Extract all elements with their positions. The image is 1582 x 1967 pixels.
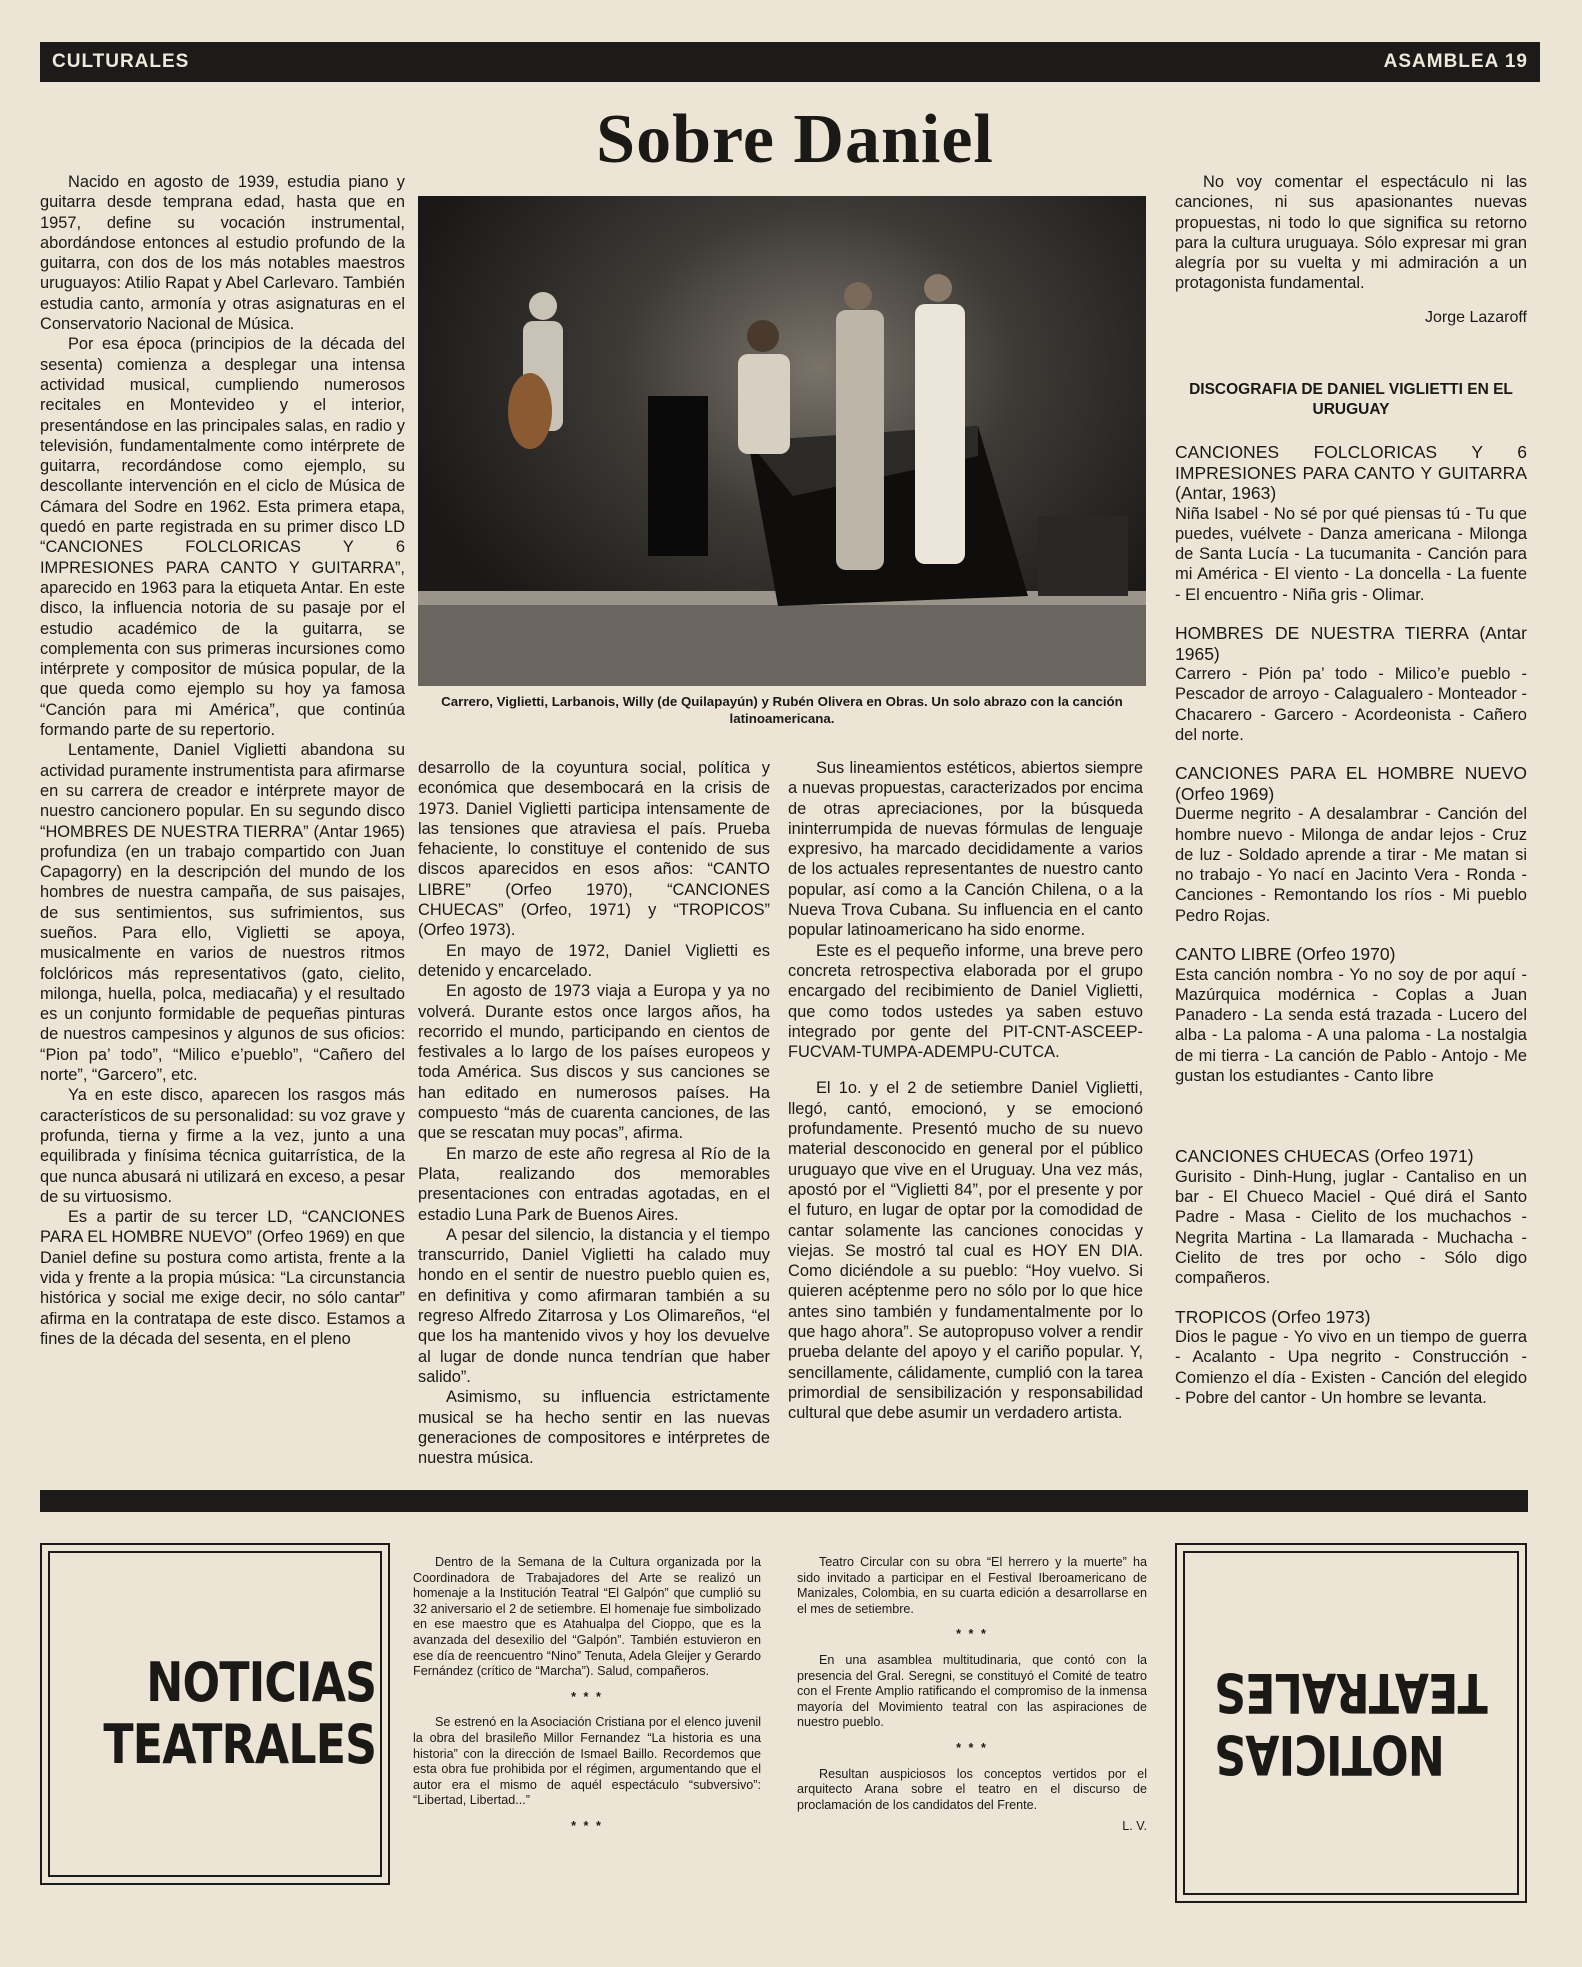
news-item: En una asamblea multitudinaria, que contó con la presencia del Gral. Seregni, se constituyó el Comité de teatro con el Frente Amplio ratificando el compromiso de la inmensa mayoría del Movimiento teatral con las aspiraciones de nuestro pueblo.	[797, 1652, 1147, 1730]
title-line: NOTICIAS	[1214, 1723, 1445, 1787]
album-2	[1175, 623, 1527, 745]
paragraph: Asimismo, su influencia estrictamente musical se ha hecho sentir en las nuevas generaciones de compositores e intérpretes de nuestra música.	[418, 1388, 770, 1468]
title-line: NOTICIAS	[146, 1650, 377, 1714]
separator: * * *	[571, 1689, 603, 1704]
paragraph: Por esa época (principios de la década del sesenta) comienza a desplegar una intensa actividad musical, cumpliendo numerosos recitales en Montevideo y el interior, presentándose en las principales salas, en radio y televisión, fundamentalmente como intérprete de guitarra, recordándose como ejemplo, su descollante intervención en el ciclo de Música de Cámara del Sodre en 1962. Esta primera etapa, quedó en parte registrada en su primer disco LD “CANCIONES FOLCLORICAS Y 6 IMPRESIONES PARA CANTO Y GUITARRA”, aparecido en 1963 para la etiqueta Antar. En este disco, la influencia notoria de su pasaje por el estudio académico de la guitarra, se complementa con sus primeras incursiones como intérprete y compositor de música popular, de la que queda como ejemplo su hoy ya famosa “Canción para mi América”, que continúa formando parte de su repertorio.	[40, 335, 405, 740]
section-label: CULTURALES	[52, 51, 190, 72]
section-divider	[40, 1490, 1528, 1512]
article-column-2	[418, 758, 770, 1468]
noticias-box-left	[40, 1543, 390, 1885]
noticias-title-inverted	[1215, 1661, 1488, 1785]
album-title: HOMBRES DE NUESTRA TIERRA (Antar 1965)	[1175, 623, 1527, 664]
album-tracks: Dios le pague - Yo vivo en un tiempo de guerra - Acalanto - Upa negrito - Construcción - Comienzo el día - Existen - Canción del elegido - Pobre del cantor - Un hombre se levanta.	[1175, 1328, 1527, 1407]
paragraph: Lentamente, Daniel Viglietti abandona su actividad puramente instrumentista para afirmarse en su carrera de creador e intérprete mayor de nuestro cancionero popular. En su segundo disco “HOMBRES DE NUESTRA TIERRA” (Antar 1965) profundiza (en un trabajo compartido con Juan Capagorry) en la descripción del mundo de los hombres de nuestra campaña, de sus paisajes, de sus sentimientos, sus sufrimientos, sus sueños. Para ello, Viglietti se apoya, musicalmente en varios de nuestros ritmos folclóricos más representativos (gato, cielito, milonga, huella, polca, mediacaña) y el resultado es un conjunto formidable de pequeñas pinturas de nuestros campesinos y algunos de sus oficios: “Pion pa’ todo”, “Milico e’pueblo”, “Cañero del norte”, “Garcero”, etc.	[40, 741, 405, 1085]
article-title: Sobre Daniel	[596, 101, 994, 178]
title-line: TEATRALES	[1214, 1661, 1488, 1724]
album-title: TROPICOS (Orfeo 1973)	[1175, 1306, 1371, 1327]
paragraph: En marzo de este año regresa al Río de la Plata, realizando dos memorables presentaciones con entradas agotadas, en el estadio Luna Park de Buenos Aires.	[418, 1144, 770, 1224]
title-line: TEATRALES	[103, 1713, 377, 1776]
separator: * * *	[571, 1818, 603, 1833]
album-title: CANTO LIBRE (Orfeo 1970)	[1175, 944, 1396, 965]
album-1	[1175, 442, 1527, 605]
news-item: Teatro Circular con su obra “El herrero y la muerte” ha sido invitado a participar en el Festival Iberoamericano de Manizales, Colombia, en su cuarta edición a desarrollarse en el mes de setiembre.	[797, 1555, 1147, 1616]
noticias-column-right	[797, 1555, 1147, 1835]
page-number: ASAMBLEA 19	[1383, 51, 1528, 72]
album-4	[1175, 944, 1527, 1086]
paragraph: desarrollo de la coyuntura social, política y económica que desembocará en la crisis de 1973. Daniel Viglietti participa intensamente de las tensiones que atraviesa el país. Prueba fehaciente, lo constituye el contenido de sus discos aparecidos en esos años: “CANTO LIBRE” (Orfeo 1970), “CANCIONES CHUECAS” (Orfeo, 1971) y “TROPICOS” (Orfeo 1973).	[418, 759, 770, 940]
album-tracks: Esta canción nombra - Yo no soy de por aquí - Mazúrquica modérnica - Coplas a Juan Panadero - La senda está trazada - Lucero del alba - La paloma - A una paloma - La nostalgia de mi tierra - La canción de Pablo - Antojo - Me gustan los estudiantes - Canto libre	[1175, 965, 1527, 1086]
paragraph: Este es el pequeño informe, una breve pero concreta retrospectiva elaborada por el grupo encargado del recibimiento de Daniel Viglietti, que como todos ustedes ya saben estuvo integrado por gente del PIT-CNT-ASCEEP-FUCVAM-TUMPA-ADEMPU-CUTCA.	[788, 941, 1143, 1062]
article-column-1	[40, 172, 405, 1349]
paragraph: Es a partir de su tercer LD, “CANCIONES PARA EL HOMBRE NUEVO” (Orfeo 1969) en que Daniel define su postura como artista, frente a la vida y frente a la propia música: “La circunstancia histórica y social me exige decir, no sólo cantar” afirma en la contratapa de este disco. Estamos a fines de la década del sesenta, en el pleno	[40, 1208, 405, 1348]
album-title: CANCIONES FOLCLORICAS Y 6 IMPRESIONES PARA CANTO Y GUITARRA (Antar, 1963)	[1175, 442, 1527, 504]
noticias-title	[104, 1652, 388, 1776]
noticias-box-right	[1175, 1543, 1527, 1903]
paragraph: En mayo de 1972, Daniel Viglietti es detenido y encarcelado.	[418, 941, 770, 980]
noticias-column-left	[413, 1555, 761, 1845]
paragraph: Ya en este disco, aparecen los rasgos más característicos de su personalidad: su voz grave y profunda, tierna y firme a la vez, junto a una equilibrada y finísima técnica guitarrística, de la que nunca abusará ni utilizará en exceso, a pesar de su virtuosismo.	[40, 1086, 405, 1206]
album-title: CANCIONES CHUECAS (Orfeo 1971)	[1175, 1146, 1474, 1167]
album-tracks: Carrero - Pión pa’ todo - Milico’e pueblo - Pescador de arroyo - Calagualero - Monteador - Chacarero - Garcero - Acordeonista - Cañero del norte.	[1175, 665, 1527, 744]
lazaroff-comment: No voy comentar el espectáculo ni las canciones, ni sus apasionantes nuevas propuestas, ni todo lo que significa su retorno para la cultura uruguaya. Sólo expresar mi gran alegría por su vuelta y mi admiración a un protagonista fundamental.	[1175, 173, 1527, 293]
album-tracks: Niña Isabel - No sé por qué piensas tú - Tu que puedes, vuélvete - Danza americana - Milonga de Santa Lucía - La tucumanita - Canción para mi América - El viento - La doncella - La fuente - El encuentro - Niña gris - Olimar.	[1175, 504, 1527, 604]
album-6	[1175, 1307, 1527, 1409]
album-title: CANCIONES PARA EL HOMBRE NUEVO (Orfeo 1969)	[1175, 763, 1527, 804]
article-column-3	[788, 758, 1143, 1424]
album-tracks: Gurisito - Dinh-Hung, juglar - Cantaliso en un bar - El Chueco Maciel - Qué dirá el Santo Padre - Masa - Cielito de los muchachos - Negrita Martina - La llamarada - Muchacha - Cielito de tres por ocho - Sólo digo compañeros.	[1175, 1167, 1527, 1288]
author-initials: L. V.	[1122, 1819, 1147, 1834]
paragraph: Nacido en agosto de 1939, estudia piano y guitarra desde temprana edad, hasta que en 1957, define su vocación instrumental, abordándose entonces al estudio profundo de la guitarra, con dos de los más notables maestros uruguayos: Atilio Rapat y Abel Carlevaro. También estudia canto, armonía y otras asignaturas en el Conservatorio Nacional de Música.	[40, 173, 405, 334]
page-header	[40, 42, 1540, 82]
concert-photo	[418, 196, 1146, 686]
separator: * * *	[956, 1740, 988, 1755]
news-item: Se estrenó en la Asociación Cristiana por el elenco juvenil la obra del brasileño Millor Fernandez “La historia es una historia” con la dirección de Ismael Baillo. Recordemos que esta obra fue prohibida por el régimen, argumentando que el autor era el mismo de aquél espectáculo “subversivo”: “Libertad, Libertad...”	[413, 1715, 761, 1808]
paragraph: En agosto de 1973 viaja a Europa y ya no volverá. Durante estos once largos años, ha recorrido el mundo, participando en cientos de festivales a lo largo de los países europeos y toda América. Sus discos y sus canciones se han editado en numerosos países. Ha compuesto “más de cuarenta canciones, de las que se rescatan muy pocas”, afirma.	[418, 982, 770, 1143]
album-3	[1175, 763, 1527, 926]
news-item: Dentro de la Semana de la Cultura organizada por la Coordinadora de Trabajadores del Arte se realizó un homenaje a la Institución Teatral “El Galpón” que cumplió su 32 aniversario el 2 de setiembre. El homenaje fue simbolizado en ese maestro que es Atahualpa del Cioppo, que es la avanzada del desexilio del “Galpón”. También estuvieron en ese día de reencuentro “Nino” Tenuta, Adela Gleijer y Gerardo Fernández (crítico de “Marcha”). Salud, compañeros.	[413, 1555, 761, 1679]
discography-column	[1175, 172, 1527, 1426]
paragraph: Sus lineamientos estéticos, abiertos siempre a nuevas propuestas, caracterizados por encima de otras apreciaciones, por la búsqueda ininterrumpida de nuevas fórmulas de lenguaje expresivo, ha marcado decididamente a varios de los actuales representantes de nuestro canto popular, así como a la Canción Chilena, o a la Nueva Trova Cubana. Su influencia en el canto popular latinoamericano ha sido enorme.	[788, 759, 1143, 940]
separator: * * *	[956, 1627, 988, 1642]
news-item: Resultan auspiciosos los conceptos vertidos por el arquitecto Arana sobre el teatro en el discurso de proclamación de los candidatos del Frente.	[797, 1766, 1147, 1812]
photo-caption: Carrero, Viglietti, Larbanois, Willy (de Quilapayún) y Rubén Olivera en Obras. Un solo abrazo con la canción latinoamericana.	[441, 694, 1123, 726]
paragraph: A pesar del silencio, la distancia y el tiempo transcurrido, Daniel Viglietti ha calado muy hondo en el sentir de nuestro pueblo quien es, en definitiva y como afirmaran también a su regreso Alfredo Zitarrosa y Los Olimareños, “el que los ha mantenido vivos y hoy los devuelve al lugar de donde nunca tendrían que haber salido”.	[418, 1225, 770, 1386]
concert-photo-illustration	[418, 196, 1146, 686]
discography-title: DISCOGRAFIA DE DANIEL VIGLIETTI EN EL URUGUAY	[1189, 381, 1513, 419]
album-5	[1175, 1146, 1527, 1288]
paragraph: El 1o. y el 2 de setiembre Daniel Viglietti, llegó, cantó, emocionó, y se emocionó profundamente. Presentó mucho de su nuevo material desconocido en general por el público uruguayo que vive en el Uruguay. Una vez más, apostó por el “Viglietti 84”, por el presente y por el futuro, en lugar de optar por la comodidad de cantar solamente las canciones conocidas y viejas. Se mostró tal cual es HOY EN DIA. Como diciéndole a su pueblo: “Hoy vuelvo. Si quieren acéptenme pero no sólo por lo que hice antes sino también y fundamentalmente por lo que hago ahora”. Se autopropuso volver a rendir prueba delante del apoyo y el cariño popular. Y, sencillamente, cálidamente, cumplió con la tarea primordial de sensibilización y responsabilidad cultural que debe asumir un verdadero artista.	[788, 1079, 1143, 1423]
album-tracks: Duerme negrito - A desalambrar - Canción del hombre nuevo - Milonga de andar lejos - Cruz de luz - Soldado aprende a tirar - Me matan si no trabajo - Yo nací en Jacinto Vera - Ronda - Canciones - Remontando los ríos - Mi pueblo Pedro Rojas.	[1175, 805, 1527, 925]
comment-signature: Jorge Lazaroff	[1425, 308, 1527, 326]
